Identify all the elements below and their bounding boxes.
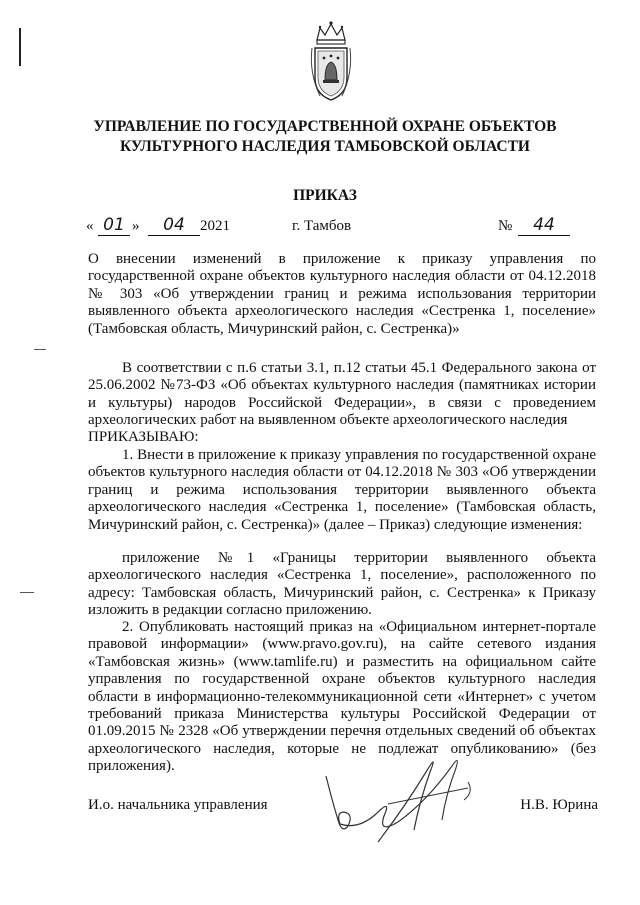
margin-mark — [34, 349, 46, 350]
preamble-paragraph: В соответствии с п.6 статьи 3.1, п.12 статьи 45.1 Федерального закона от 25.06.2002 №73-ФЗ «Об объектах культурного наследия (памятниках истории и культуры) народов Российской Федерации», в связи с проведением археологических работ на выявленном объекте археологического наследия — [88, 360, 596, 429]
order-date-row — [86, 215, 606, 242]
date-open-quote: « — [86, 218, 94, 234]
item-2-paragraph: 2. Опубликовать настоящий приказ на «Официальном интернет-портале правовой информации» (www.pravo.gov.ru), на сайте сетевого издания «Тамбовская жизнь» (www.tamlife.ru) и разместить на официальном сайте управления по государственной охране объектов культурного наследия области в информационно-телекоммуникационной сети «Интернет» с учетом требований приказа Министерства культуры Российской Федерации от 01.09.2015 № 2328 «Об утверждении перечня отдельных сведений об объектах археологического наследия, которые не подлежат опубликованию» (без приложения). — [88, 619, 596, 775]
margin-mark — [20, 592, 34, 593]
item-1-sub-paragraph: приложение №1 «Границы территории выявленного объекта археологического наследия «Сестренка 1, поселение», расположенного по адресу: Тамбовская область, Мичуринский район, с. Сестренка» к Приказу изложить в редакции согласно приложению. — [88, 550, 596, 619]
tambov-coat-of-arms-icon — [308, 18, 354, 104]
order-number-label: № — [498, 218, 513, 234]
order-city: г. Тамбов — [292, 218, 352, 234]
order-day: 01 — [98, 215, 130, 236]
item-1-paragraph: 1. Внести в приложение к приказу управления по государственной охране объектов культурного наследия области от 04.12.2018 № 303 «Об утверждении границ и режима использования территории выявленного объекта археологического наследия «Сестренка 1, поселение» (Тамбовская область, Мичуринский район, с. Сестренка)» (далее – Приказ) следующие изменения: — [88, 447, 596, 533]
signatory-position: И.о. начальника управления — [88, 797, 268, 813]
order-month: 04 — [148, 215, 200, 236]
handwritten-signature — [318, 742, 478, 850]
agency-name-line2: КУЛЬТУРНОГО НАСЛЕДИЯ ТАМБОВСКОЙ ОБЛАСТИ — [120, 138, 530, 155]
order-word: ПРИКАЗЫВАЮ: — [88, 429, 199, 445]
agency-name — [60, 117, 590, 157]
date-close-quote: » — [132, 218, 140, 234]
signatory-name: Н.В. Юрина — [520, 797, 598, 813]
order-number: 44 — [518, 215, 570, 236]
order-subject: О внесении изменений в приложение к приказу управления по государственной охране объектов культурного наследия области от 04.12.2018 № 303 «Об утверждении границ и режима использования территории выявленного объекта археологического наследия «Сестренка 1, поселение» (Тамбовская область, Мичуринский район, с. Сестренка)» — [88, 251, 596, 337]
document-title: ПРИКАЗ — [293, 187, 357, 204]
scan-artifact-line — [19, 28, 21, 66]
agency-name-line1: УПРАВЛЕНИЕ ПО ГОСУДАРСТВЕННОЙ ОХРАНЕ ОБЪЕКТОВ — [93, 118, 557, 135]
order-year: 2021 — [200, 218, 230, 234]
